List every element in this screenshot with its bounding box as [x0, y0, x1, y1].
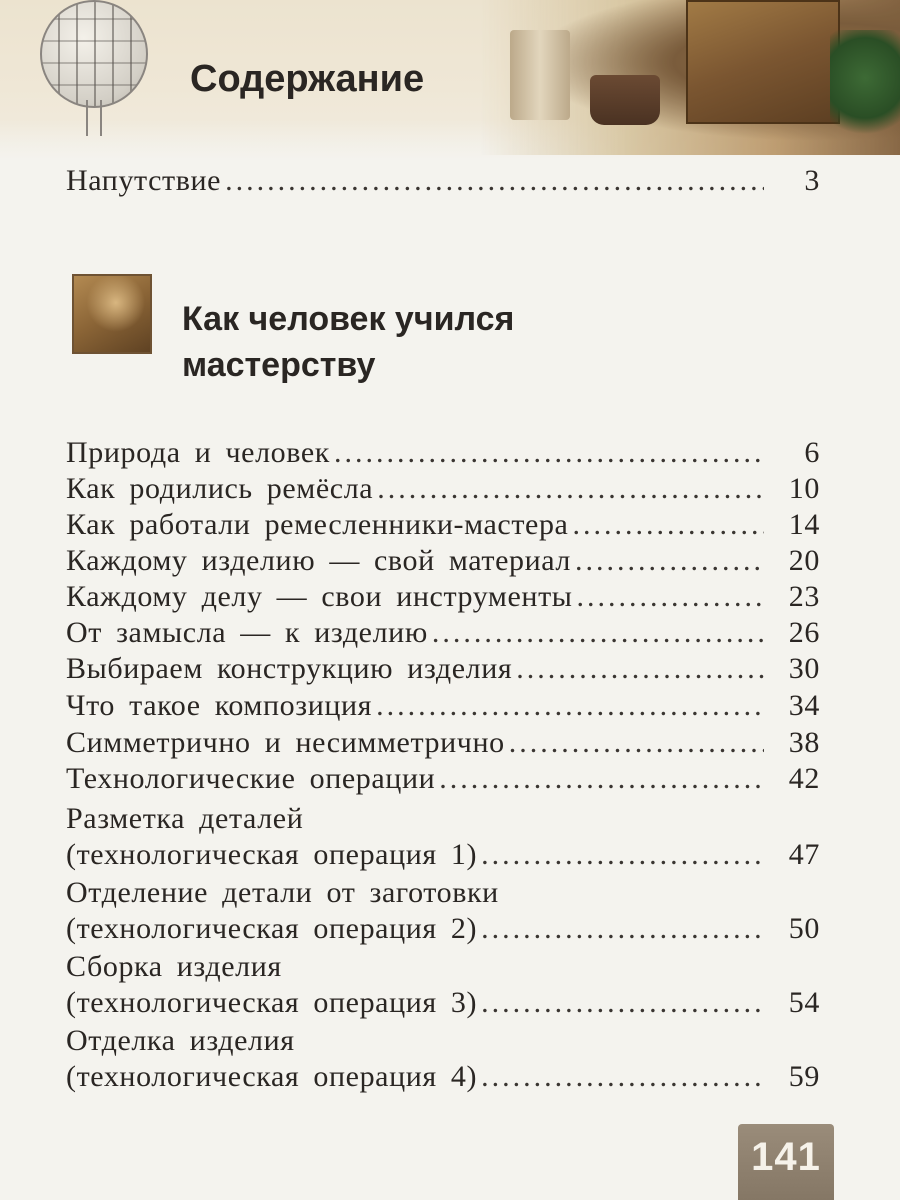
toc-page-number: 42 — [788, 762, 820, 795]
plant-icon — [830, 30, 900, 150]
section-heading: Как человек учился мастерству — [182, 300, 515, 384]
toc-entry-title-line2: (технологическая операция 1) — [66, 838, 478, 871]
toc-leader-dots — [575, 544, 764, 578]
toc-leader-dots — [572, 508, 764, 542]
toc-page-number: 30 — [788, 652, 820, 685]
toc-entry-title: От замысла — к изделию — [66, 616, 428, 649]
toc-entry-title: Технологические операции — [66, 762, 436, 795]
toc-page-number: 50 — [788, 912, 820, 945]
toc-entry-title: Каждому изделию — свой материал — [66, 544, 571, 577]
toc-entry-title-line2: (технологическая операция 2) — [66, 912, 478, 945]
toc-page-number: 10 — [788, 472, 820, 505]
toc-page-number: 20 — [788, 544, 820, 577]
toc-entry-title-line1[interactable]: Отделение детали от заготовки — [66, 876, 499, 909]
toc-page-number: 38 — [788, 726, 820, 759]
toc-page-number: 26 — [788, 616, 820, 649]
toc-leader-dots — [481, 838, 764, 872]
toc-entry-title: Каждому делу — свои инструменты — [66, 580, 573, 613]
toc-leader-dots — [516, 652, 764, 686]
toc-page-number: 59 — [788, 1060, 820, 1093]
toc-entry-title: Что такое композиция — [66, 689, 373, 722]
fresco-image — [686, 0, 840, 124]
toc-entry[interactable] — [66, 912, 820, 948]
toc-page-number: 34 — [788, 689, 820, 722]
toc-entry-title: Как родились ремёсла — [66, 472, 374, 505]
toc-entry-title-line2: (технологическая операция 4) — [66, 1060, 478, 1093]
toc-page-number: 3 — [804, 164, 820, 197]
toc-entry-title-line1[interactable]: Отделка изделия — [66, 1024, 295, 1057]
toc-page-number: 23 — [788, 580, 820, 613]
toc-leader-dots — [577, 580, 764, 614]
toc-page-number: 47 — [788, 838, 820, 871]
toc-entry[interactable] — [66, 986, 820, 1022]
toc-leader-dots — [432, 616, 764, 650]
globe-stand-icon — [86, 100, 102, 136]
toc-entry[interactable] — [66, 616, 820, 652]
globe-icon — [40, 0, 148, 108]
toc-entry[interactable] — [66, 580, 820, 616]
toc-entry-title-line1[interactable]: Сборка изделия — [66, 950, 282, 983]
toc-entry-title: Напутствие — [66, 164, 222, 197]
toc-entry[interactable] — [66, 1060, 820, 1096]
toc-entry-title: Природа и человек — [66, 436, 330, 469]
toc-entry-title: Как работали ремесленники-мастера — [66, 508, 569, 541]
page-title: Содержание — [190, 58, 425, 100]
toc-leader-dots — [376, 689, 764, 723]
toc-entry[interactable] — [66, 689, 820, 725]
toc-leader-dots — [334, 436, 764, 470]
toc-leader-dots — [225, 164, 764, 198]
toc-entry[interactable] — [66, 726, 820, 762]
toc-leader-dots — [481, 912, 764, 946]
page-number-badge: 141 — [738, 1124, 834, 1200]
toc-entry[interactable] — [66, 472, 820, 508]
toc-leader-dots — [377, 472, 764, 506]
column-capital-image — [510, 30, 570, 120]
toc-page-number: 14 — [788, 508, 820, 541]
toc-entry[interactable] — [66, 762, 820, 798]
toc-entry[interactable] — [66, 544, 820, 580]
toc-entry[interactable] — [66, 508, 820, 544]
toc-page-number: 6 — [804, 436, 820, 469]
toc-entry-title-line2: (технологическая операция 3) — [66, 986, 478, 1019]
toc-entry[interactable] — [66, 838, 820, 874]
toc-entry[interactable] — [66, 652, 820, 688]
toc-entry[interactable] — [66, 436, 820, 472]
toc-leader-dots — [439, 762, 764, 796]
toc-entry-title: Выбираем конструкцию изделия — [66, 652, 513, 685]
toc-leader-dots — [481, 986, 764, 1020]
toc-entry-title: Симметрично и несимметрично — [66, 726, 505, 759]
toc-entry-title-line1[interactable]: Разметка деталей — [66, 802, 304, 835]
toc-entry-intro[interactable] — [66, 164, 820, 200]
toc-leader-dots — [481, 1060, 764, 1094]
pincushion-image — [590, 75, 660, 125]
section-thumbnail-image — [72, 274, 152, 354]
toc-page-number: 54 — [788, 986, 820, 1019]
toc-leader-dots — [509, 726, 764, 760]
